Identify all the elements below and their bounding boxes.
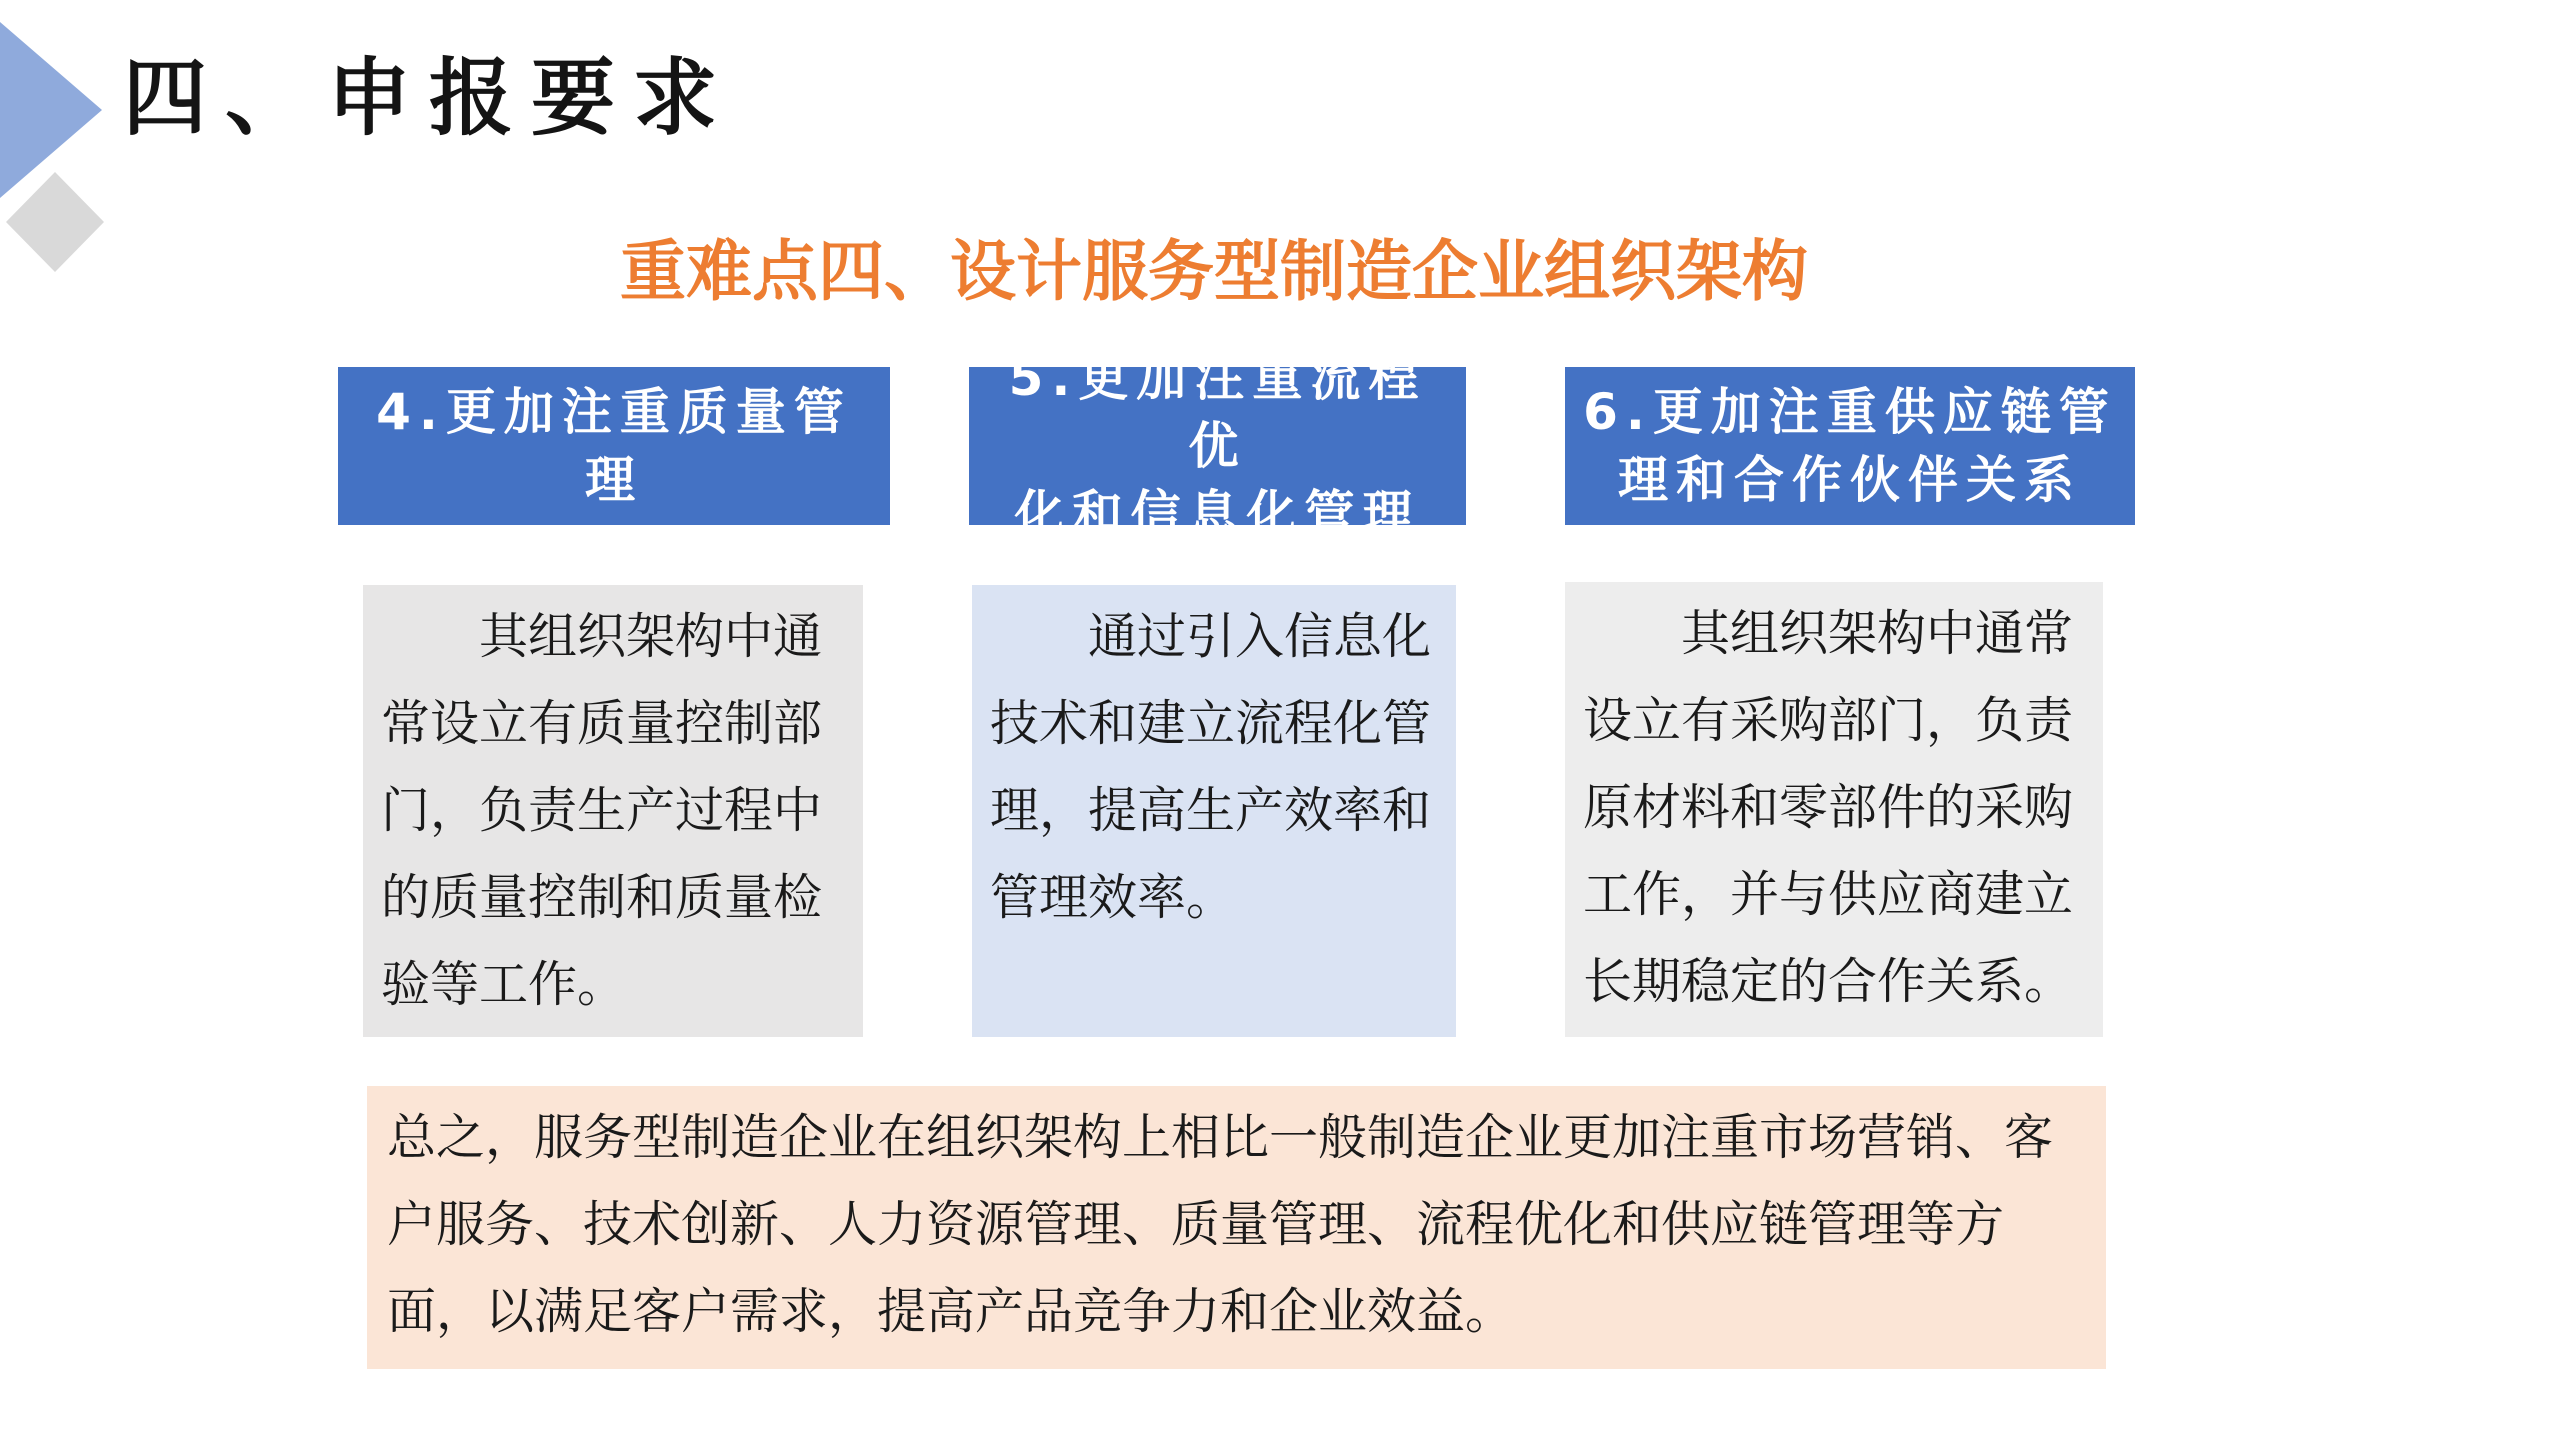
corner-decoration [0, 0, 110, 280]
content-box-quality: 其组织架构中通常设立有质量控制部门，负责生产过程中的质量控制和质量检验等工作。 [363, 585, 863, 1037]
content-box-supply-chain: 其组织架构中通常设立有采购部门，负责原材料和零部件的采购工作，并与供应商建立长期稳定的合作关系。 [1565, 582, 2103, 1037]
section-title: 四、申报要求 [123, 49, 736, 147]
header-line: 4.更加注重质量管理 [376, 383, 852, 509]
header-process-informatization [969, 349, 1466, 543]
content-box-process: 通过引入信息化技术和建立流程化管理，提高生产效率和管理效率。 [972, 585, 1456, 1037]
summary-box: 总之，服务型制造企业在组织架构上相比一般制造企业更加注重市场营销、客户服务、技术创新、人力资源管理、质量管理、流程优化和供应链管理等方面，以满足客户需求，提高产品竞争力和企业效益。 [367, 1086, 2106, 1369]
blue-triangle-shape [0, 22, 102, 198]
header-quality-management [338, 367, 890, 525]
header-line: 5.更加注重流程优 [1008, 349, 1427, 475]
slide-subtitle: 重难点四、设计服务型制造企业组织架构 [620, 233, 1808, 310]
header-line: 化和信息化管理 [1014, 485, 1421, 543]
gray-diamond-shape [6, 172, 104, 272]
header-line: 6.更加注重供应链管 [1583, 383, 2117, 441]
header-line: 理和合作伙伴关系 [1617, 451, 2082, 509]
header-supply-chain-partnership [1565, 367, 2135, 525]
